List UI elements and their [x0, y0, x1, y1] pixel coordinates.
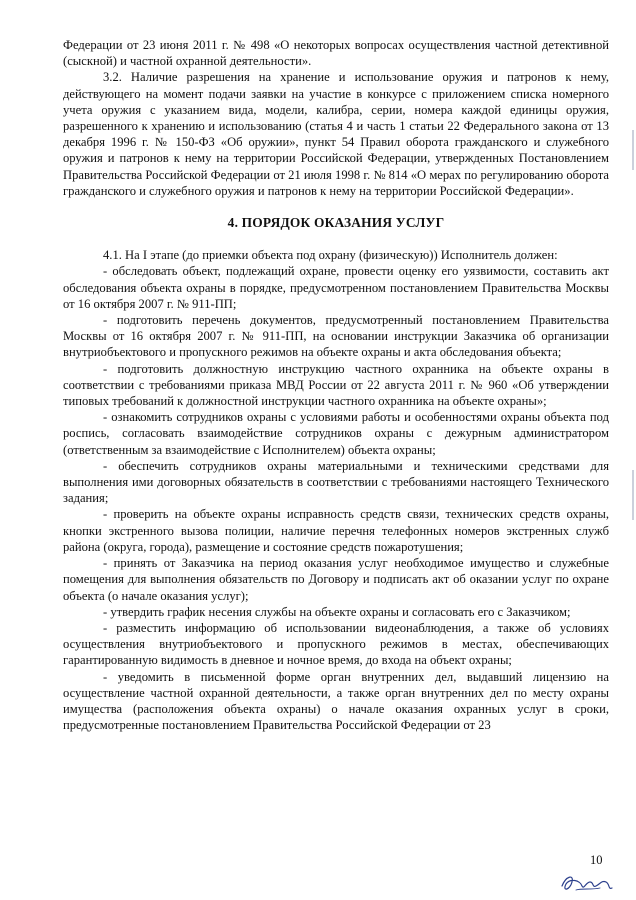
paragraph-3-2: 3.2. Наличие разрешения на хранение и использование оружия и патронов к нему, действующего на момент подачи заявки на участие в конкурсе с приложением списка номерного учета оружия с указанием вида, модели, калибра, серии, номера каждой единицы оружия, разрешенного к хранению и использованию (статья 4 и часть 1 статьи 22 Федерального закона от 13 декабря 1996 г. № 150-ФЗ «Об оружии», пункт 54 Правил оборота гражданского и служебного оружия и патронов к нему на территории Российской Федерации, утвержденных Постановлением Правительства Российской Федерации от 21 июля 1998 г. № 814 «О мерах по регулированию оборота гражданского и служебного оружия и патронов к нему на территории Российской Федерации».	[63, 70, 609, 198]
paragraph-continuation: Федерации от 23 июня 2011 г. № 498 «О некоторых вопросах осуществления частной детективной (сыскной) и частной охранной деятельности».	[63, 38, 609, 69]
section-heading: 4. ПОРЯДОК ОКАЗАНИЯ УСЛУГ	[227, 215, 445, 231]
paragraph-4-1: 4.1. На I этапе (до приемки объекта под охрану (физическую)) Исполнитель должен:	[103, 248, 558, 263]
list-item: - принять от Заказчика на период оказания услуг необходимое имущество и служебные помещения для выполнения обязательств по Договору и подписать акт об оказании услуг по охране объекта (о начале оказания услуг);	[63, 556, 609, 603]
page-number: 10	[590, 853, 603, 867]
list-item: - подготовить должностную инструкцию частного охранника на объекте охраны в соответствии с требованиями приказа МВД России от 22 августа 2011 г. № 960 «Об утверждении типовых требований к должностной инструкции частного охранника на объекте охраны»;	[63, 361, 609, 409]
document-body	[63, 37, 609, 733]
list-item: - утвердить график несения службы на объекте охраны и согласовать его с Заказчиком;	[103, 604, 571, 619]
list-item: - подготовить перечень документов, предусмотренный постановлением Правительства Москвы от 16 октября 2007 г. № 911-ПП, на основании инструкции Заказчика об организации внутриобъектового и пропускного режимов на объекте охраны и акта обследования объекта;	[63, 313, 609, 360]
scan-edge-mark	[628, 0, 636, 900]
list-item: - проверить на объекте охраны исправность средств связи, технических средств охраны, кнопки экстренного вызова полиции, наличие перечня телефонных номеров экстренных служб района (округа, города), размещение и состояние средств пожаротушения;	[63, 507, 609, 554]
list-item: - уведомить в письменной форме орган внутренних дел, выдавший лицензию на осуществление частной охранной деятельности, а также орган внутренних дел по месту охраны имущества (расположения объекта охраны) о начале оказания охранных услуг в сроки, предусмотренные постановлением Правительства Российской Федерации от 23	[63, 669, 609, 733]
list-item: - обследовать объект, подлежащий охране, провести оценку его уязвимости, составить акт обследования объекта охраны в порядке, предусмотренном постановлением Правительства Москвы от 16 октября 2007 г. № 911-ПП;	[63, 264, 609, 311]
list-item: - разместить информацию об использовании видеонаблюдения, а также об условиях осуществления внутриобъектового и пропускного режимов в местах, обеспечивающих гарантированную видимость в дневное и ночное время, до входа на объект охраны;	[63, 620, 609, 668]
list-item: - ознакомить сотрудников охраны с условиями работы и особенностями охраны объекта под роспись, согласовать взаимодействие сотрудников охраны с дежурным администратором (ответственным за взаимодействие с Исполнителем) объекта охраны;	[63, 410, 609, 457]
list-item: - обеспечить сотрудников охраны материальными и техническими средствами для выполнения ими договорных обязательств в соответствии с требованиями настоящего Технического задания;	[63, 458, 609, 506]
handwritten-signature	[556, 868, 616, 896]
